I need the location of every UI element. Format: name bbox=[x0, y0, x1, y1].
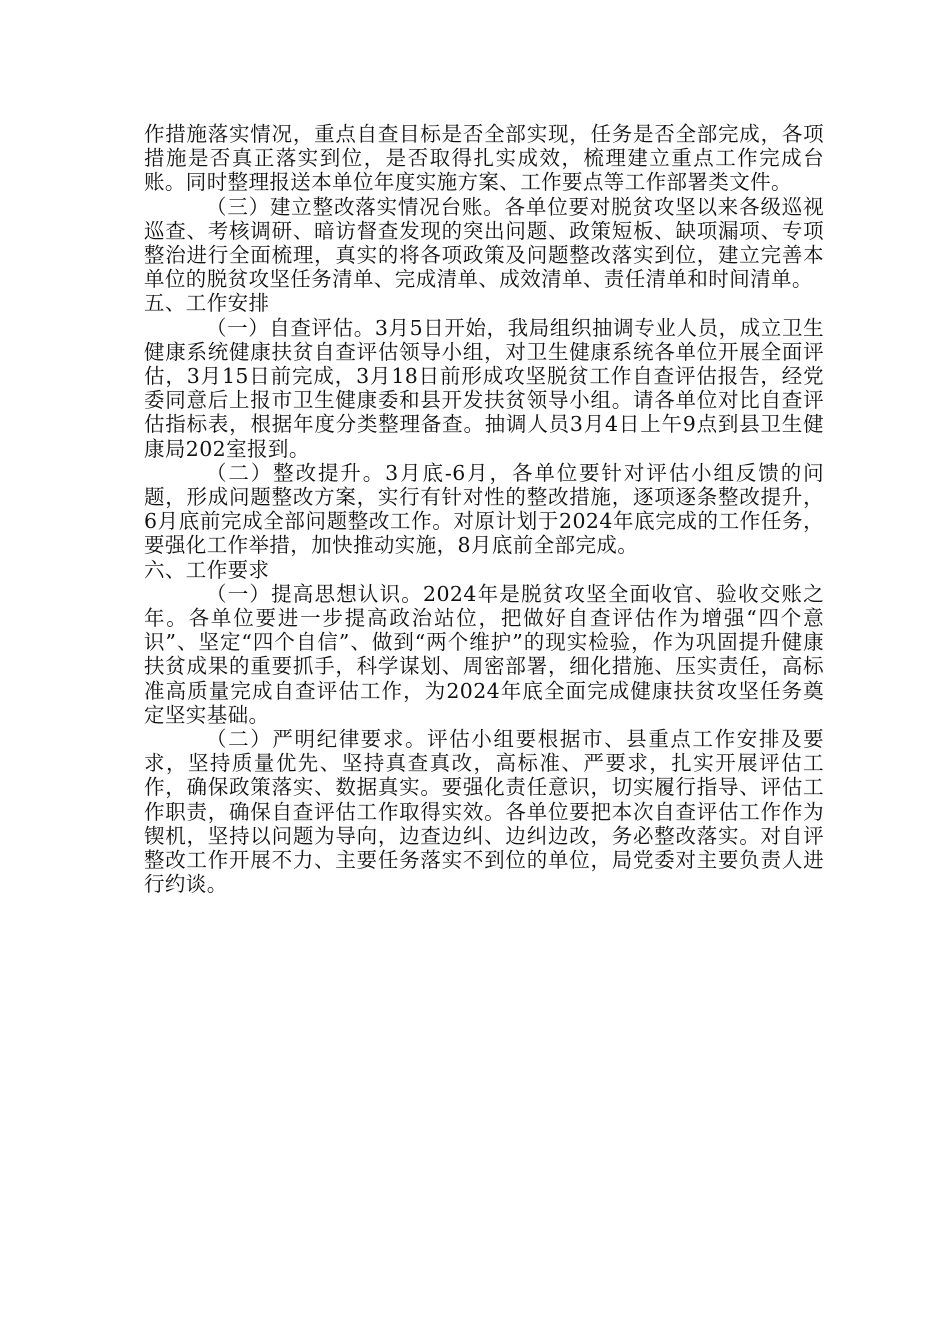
paragraph-ledger: （三）建立整改落实情况台账。各单位要对脱贫攻坚以来各级巡视巡查、考核调研、暗访督查发现的突出问题、政策短板、缺项漏项、专项整治进行全面梳理，真实的将各项政策及问题整改落实到位，建立完善本单位的脱贫攻坚任务清单、完成清单、成效清单、责任清单和时间清单。 bbox=[144, 194, 824, 292]
section-heading-requirements: 六、工作要求 bbox=[144, 557, 270, 582]
section-heading-arrangement: 五、工作安排 bbox=[144, 291, 270, 316]
paragraph-awareness: （一）提高思想认识。2024年是脱贫攻坚全面收官、验收交账之年。各单位要进一步提高政治站位，把做好自查评估作为增强“四个意识”、坚定“四个自信”、做到“两个维护”的现实检验，作为巩固提升健康扶贫成果的重要抓手，科学谋划、周密部署，细化措施、压实责任，高标准高质量完成自查评估工作，为2024年底全面完成健康扶贫攻坚任务奠定坚实基础。 bbox=[144, 581, 824, 727]
paragraph-discipline: （二）严明纪律要求。评估小组要根据市、县重点工作安排及要求，坚持质量优先、坚持真查真改，高标准、严要求，扎实开展评估工作，确保政策落实、数据真实。要强化责任意识，切实履行指导、评估工作职责，确保自查评估工作取得实效。各单位要把本次自查评估工作作为锲机，坚持以问题为导向，边查边纠、边纠边改，务必整改落实。对自评整改工作开展不力、主要任务落实不到位的单位，局党委对主要负责人进行约谈。 bbox=[144, 727, 824, 897]
paragraph-self-assessment: （一）自查评估。3月5日开始，我局组织抽调专业人员，成立卫生健康系统健康扶贫自查评估领导小组，对卫生健康系统各单位开展全面评估，3月15日前完成，3月18日前形成攻坚脱贫工作自查评估报告，经党委同意后上报市卫生健康委和县开发扶贫领导小组。请各单位对比自查评估指标表，根据年度分类整理备查。抽调人员3月4日上午9点到县卫生健康局202室报到。 bbox=[144, 315, 824, 461]
paragraph-continuation: 作措施落实情况，重点自查目标是否全部实现，任务是否全部完成，各项措施是否真正落实到位，是否取得扎实成效，梳理建立重点工作完成台账。同时整理报送本单位年度实施方案、工作要点等工作部署类文件。 bbox=[144, 122, 824, 195]
document-body bbox=[144, 122, 824, 897]
paragraph-rectification: （二）整改提升。3月底-6月，各单位要针对评估小组反馈的问题，形成问题整改方案，实行有针对性的整改措施，逐项逐条整改提升，6月底前完成全部问题整改工作。对原计划于2024年底完成的工作任务，要强化工作举措，加快推动实施，8月底前全部完成。 bbox=[144, 460, 824, 558]
